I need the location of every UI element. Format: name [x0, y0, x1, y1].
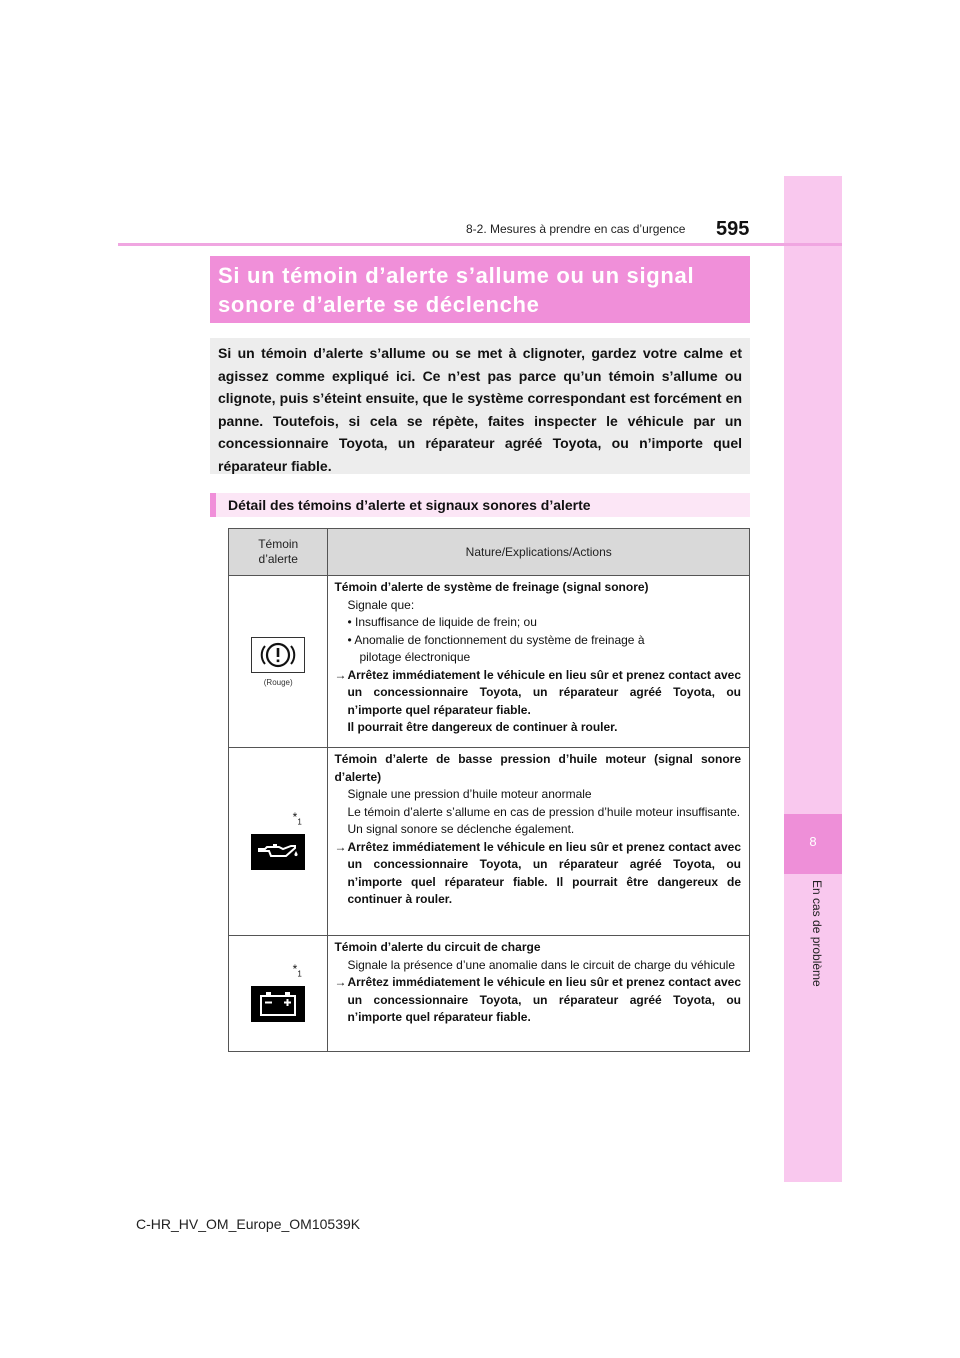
- row-text: Signale que:: [347, 597, 415, 612]
- table-header-row: [229, 529, 750, 576]
- document-id: C-HR_HV_OM_Europe_OM10539K: [136, 1216, 361, 1232]
- action-text: [334, 667, 741, 737]
- row-title: Témoin d’alerte de basse pression d’huile moteur (signal sonore d’alerte): [334, 752, 741, 784]
- table-header-icon-col: [229, 529, 328, 576]
- footnote-marker: $*_1$: [292, 961, 302, 979]
- action-text: [334, 839, 741, 909]
- row-title: Témoin d’alerte du circuit de charge: [334, 940, 541, 954]
- chapter-number: 8: [809, 834, 817, 849]
- header-dalerte: d’alerte: [258, 552, 298, 566]
- row-text: Signale une pression d’huile moteur anormale: [347, 787, 592, 801]
- bullet-text-cont: pilotage électronique: [359, 650, 471, 664]
- chapter-label: En cas de problème: [810, 880, 824, 987]
- header-temoin: Témoin: [258, 537, 299, 551]
- row-text: Signale la présence d’une anomalie dans le circuit de charge du véhicule: [347, 957, 736, 972]
- arrow-icon: →: [334, 839, 347, 854]
- list-item: • Anomalie de fonctionnement du système de freinage à pilotage électronique: [347, 632, 645, 664]
- action-body: Arrêtez immédiatement le véhicule en lieu sûr et prenez contact avec un concessionnaire Toyota, un réparateur agréé Toyota, ou n’importe quel réparateur fiable.: [347, 975, 741, 1024]
- page-title: Si un témoin d’alerte s’allume ou un signal sonore d’alerte se déclenche: [218, 263, 695, 317]
- intro-box: [210, 338, 750, 474]
- bullet-text: Anomalie de fonctionnement du système de freinage à: [354, 632, 645, 647]
- footnote-marker: $*_1$: [292, 809, 302, 827]
- action-body-2: Il pourrait être dangereux de continuer à rouler.: [347, 720, 618, 734]
- bullet-text: Insuffisance de liquide de frein; ou: [354, 615, 537, 629]
- arrow-icon: →: [334, 975, 347, 989]
- icon-cell: [229, 936, 328, 1052]
- icon-cell: [229, 576, 328, 748]
- action-body: Arrêtez immédiatement le véhicule en lieu sûr et prenez contact avec un concessionnaire Toyota, un réparateur agréé Toyota, ou n’importe quel réparateur fiable.: [347, 667, 741, 717]
- brake-warning-icon: [251, 637, 305, 673]
- title-banner: [210, 256, 750, 323]
- battery-charge-icon: [251, 986, 305, 1022]
- intro-text: Si un témoin d’alerte s’allume ou se met à clignoter, gardez votre calme et agissez comme expliqué ici. Ce n’est pas parce qu’un témoin s’allume ou clignote, puis s’éteint ensuite, que le système correspondant est forcément en panne. Toutefois, si cela se répète, faites inspecter le véhicule par un concessionnaire Toyota, un réparateur agréé Toyota, ou n’importe quel réparateur fiable.: [218, 345, 742, 474]
- icon-caption: (Rouge): [263, 677, 293, 687]
- row-title: Témoin d’alerte de système de freinage (signal sonore): [334, 580, 649, 594]
- action-text: [334, 974, 741, 1027]
- desc-cell: [328, 936, 750, 1052]
- table-row: [229, 936, 750, 1052]
- arrow-icon: →: [334, 667, 347, 682]
- subheading: Détail des témoins d’alerte et signaux sonores d’alerte: [210, 493, 750, 517]
- table-row: [229, 748, 750, 936]
- chapter-side-tab: [784, 176, 842, 1182]
- list-item: • Insuffisance de liquide de frein; ou: [347, 615, 537, 629]
- row-text: Le témoin d’alerte s’allume en cas de pression d’huile moteur insuffisante.: [347, 804, 741, 819]
- row-text: Un signal sonore se déclenche également.: [347, 822, 575, 836]
- table-header-desc-col: Nature/Explications/Actions: [328, 529, 750, 576]
- action-body: Arrêtez immédiatement le véhicule en lieu sûr et prenez contact avec un concessionnaire Toyota, un réparateur agréé Toyota, ou n’importe quel réparateur fiable. Il pourrait être dangereux de continuer à rouler.: [347, 839, 741, 906]
- page-number: 595: [716, 218, 750, 240]
- header-rule: [118, 243, 842, 246]
- table-row: [229, 576, 750, 748]
- warning-table: [228, 528, 750, 1052]
- section-header: 8-2. Mesures à prendre en cas d’urgence: [466, 222, 686, 236]
- oil-pressure-icon: [251, 834, 305, 870]
- desc-cell: [328, 576, 750, 748]
- icon-cell: [229, 748, 328, 936]
- desc-cell: [328, 748, 750, 936]
